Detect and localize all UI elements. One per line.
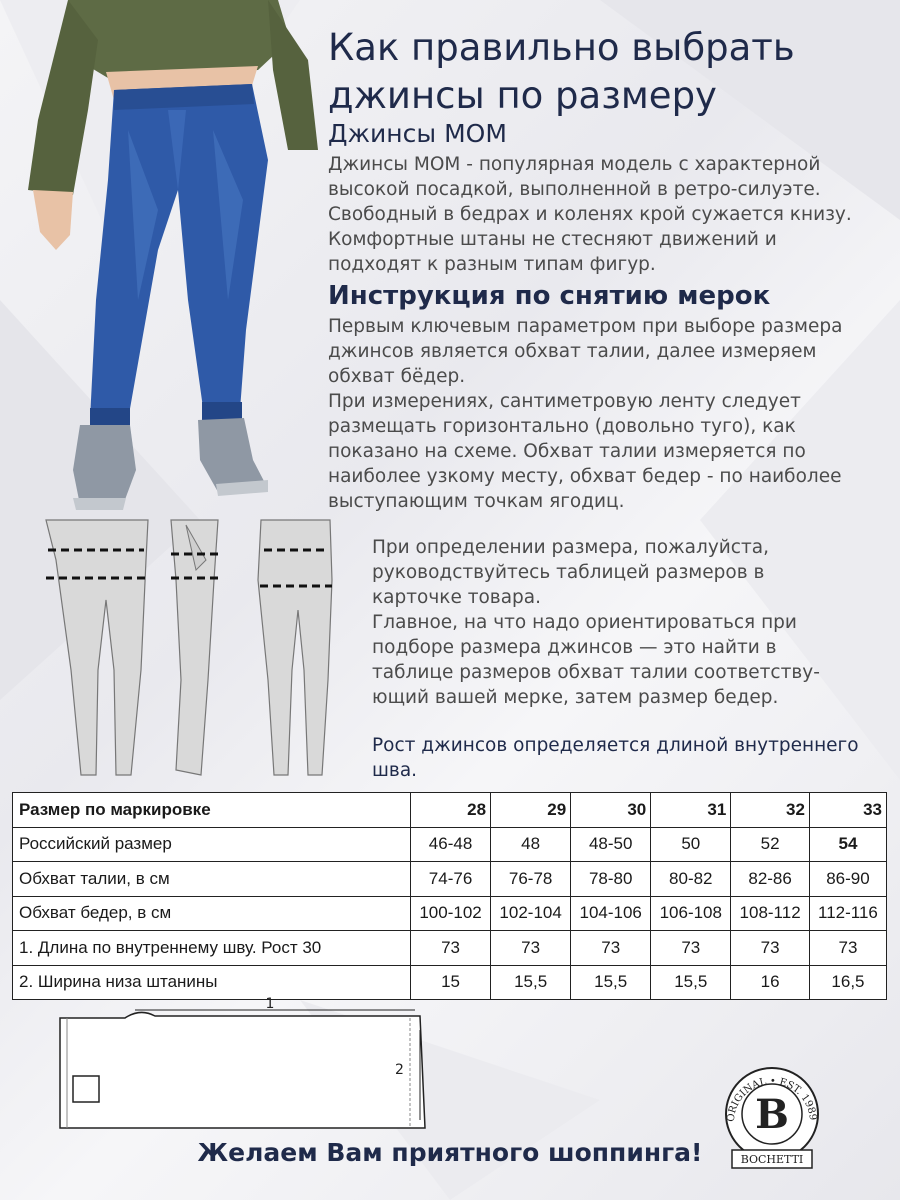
instructions-line: показано на схеме. Обхват талии измеряется по [328,441,806,462]
logo-letter: B [755,1091,789,1138]
instructions-heading: Инструкция по снятию мерок [328,281,771,311]
table-row [13,827,887,862]
instructions-line: наиболее узкому месту, обхват бедер - по наиболее [328,466,842,487]
logo-brand: BOCHETTI [740,1153,804,1166]
page-title [328,24,795,120]
instructions-line: обхват бёдер. [328,366,466,387]
instructions-line: выступающим точкам ягодиц. [328,491,625,512]
size-guide-line: руководствуйтесь таблицей размеров в [372,562,765,583]
table-header-cell: 32 [731,793,810,828]
table-cell: 73 [731,931,810,966]
intro-paragraph [328,152,888,277]
size-guide-line: таблице размеров обхват талии соответству- [372,662,820,683]
intro-line: Свободный в бедрах и коленях крой сужается книзу. [328,204,852,225]
table-cell: 52 [731,827,810,862]
intro-line: подходят к разным типам фигур. [328,254,656,275]
table-header-cell: 30 [571,793,651,828]
table-cell: 106-108 [651,896,731,931]
size-guide-line: ющий вашей мерке, затем размер бедер. [372,687,779,708]
table-cell: 15,5 [651,965,731,1000]
intro-line: Джинсы MOM - популярная модель с характерной [328,154,821,175]
logo-ring-text: ORIGINAL • EST. 1989 [725,1075,819,1123]
table-header-cell: 29 [491,793,571,828]
table-cell: 73 [809,931,886,966]
table-row-label: 2. Ширина низа штанины [13,965,411,1000]
table-header-cell: 33 [809,793,886,828]
intro-line: Комфортные штаны не стесняют движений и [328,229,777,250]
size-guide-line: карточке товара. [372,587,542,608]
table-row [13,931,887,966]
table-row-label: Обхват талии, в см [13,862,411,897]
table-cell: 82-86 [731,862,810,897]
size-table [12,792,887,1000]
table-cell: 46-48 [411,827,491,862]
table-cell: 48 [491,827,571,862]
height-note-line: внутреннего шва. [372,735,859,781]
instructions-line: джинсов является обхват талии, далее измеряем [328,341,817,362]
jeans-model-illustration [18,0,318,520]
pants-measurement-diagram [55,996,435,1128]
table-cell: 104-106 [571,896,651,931]
table-cell: 73 [571,931,651,966]
instructions-line: При измерениях, сантиметровую ленту следует [328,391,801,412]
table-cell: 102-104 [491,896,571,931]
measurement-figures-illustration [36,520,332,790]
page-title-line-2: джинсы по размеру [328,74,717,117]
instructions-line: Первым ключевым параметром при выборе размера [328,316,843,337]
page-title-line-1: Как правильно выбрать [328,26,795,69]
table-cell: 78-80 [571,862,651,897]
size-guide-paragraph [372,535,872,710]
table-row-label: Обхват бедер, в см [13,896,411,931]
height-note-line: Рост джинсов определяется длиной [372,735,729,756]
table-cell: 73 [651,931,731,966]
table-cell: 16 [731,965,810,1000]
table-cell: 86-90 [809,862,886,897]
height-note [372,733,872,783]
intro-line: высокой посадкой, выполненной в ретро-силуэте. [328,179,821,200]
table-header-label: Размер по маркировке [13,793,411,828]
size-guide-line: подборе размера джинсов — это найти в [372,637,777,658]
table-cell: 73 [411,931,491,966]
table-header-cell: 28 [411,793,491,828]
table-cell: 48-50 [571,827,651,862]
table-cell: 100-102 [411,896,491,931]
size-guide-line: Главное, на что надо ориентироваться при [372,612,797,633]
table-cell: 73 [491,931,571,966]
table-cell: 16,5 [809,965,886,1000]
table-cell: 80-82 [651,862,731,897]
table-cell: 76-78 [491,862,571,897]
table-row [13,896,887,931]
table-header-cell: 31 [651,793,731,828]
table-cell: 50 [651,827,731,862]
width-label: 2 [395,1062,404,1078]
model-subtitle: Джинсы MOM [328,119,507,148]
size-guide-line: При определении размера, пожалуйста, [372,537,769,558]
table-cell: 108-112 [731,896,810,931]
table-row [13,965,887,1000]
footer-message: Желаем Вам приятного шоппинга! [197,1138,703,1167]
table-cell: 15,5 [491,965,571,1000]
instructions-paragraph [328,314,888,514]
table-row [13,862,887,897]
table-cell: 112-116 [809,896,886,931]
instructions-line: размещать горизонтально (довольно туго), как [328,416,796,437]
table-cell: 54 [809,827,886,862]
table-cell: 15,5 [571,965,651,1000]
table-cell: 74-76 [411,862,491,897]
table-row-label: 1. Длина по внутреннему шву. Рост 30 [13,931,411,966]
table-header-row [13,793,887,828]
table-row-label: Российский размер [13,827,411,862]
table-cell: 15 [411,965,491,1000]
length-label: 1 [265,996,275,1012]
